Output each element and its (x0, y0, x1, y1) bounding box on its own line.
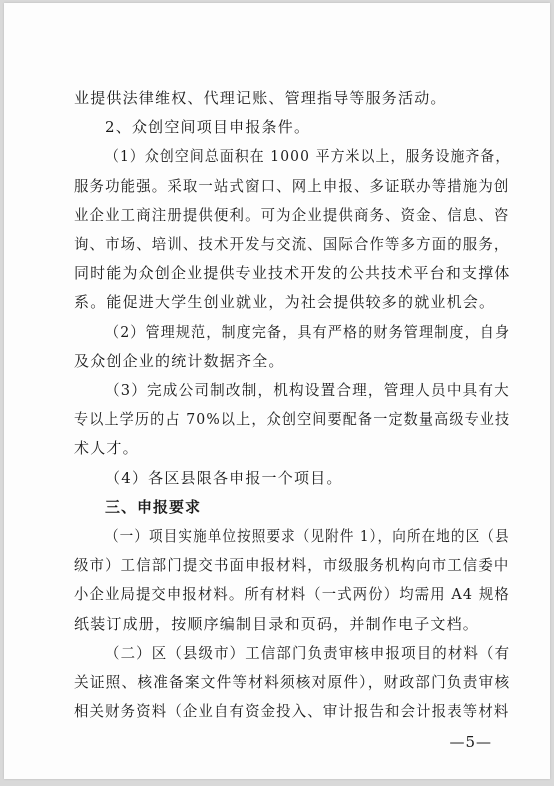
text-line: 及众创企业的统计数据齐全。 (74, 351, 285, 370)
section-heading: 三、申报要求 (105, 497, 202, 516)
text-line: 业提供法律维权、代理记账、管理指导等服务活动。 (74, 89, 447, 107)
text-line: （3）完成公司制改制，机构设置合理，管理人员中具有大 (105, 381, 510, 399)
text-line: 小企业局提交申报材料。所有材料（一式两份）均需用 A4 规格 (74, 585, 510, 604)
text-line: 术人才。 (74, 439, 139, 458)
text-line: 级市）工信部门提交书面申报材料，市级服务机构向市工信委中 (74, 556, 510, 575)
text-line: 服务功能强。采取一站式窗口、网上申报、多证联办等措施为创 (74, 176, 510, 195)
text-line: （一）项目实施单位按照要求（见附件 1），向所在地的区（县 (105, 527, 510, 545)
text-line: 2、众创空间项目申报条件。 (105, 118, 311, 137)
text-line: 专以上学历的占 70%以上，众创空间要配备一定数量高级专业技 (74, 410, 511, 429)
text-line: 询、市场、培训、技术开发与交流、国际合作等多方面的服务， (74, 235, 510, 253)
text-line: 关证照、核准备案文件等材料须核对原件），财政部门负责审核 (74, 673, 511, 691)
text-line: 业企业工商注册提供便利。可为企业提供商务、资金、信息、咨 (74, 205, 510, 224)
text-line: （2）管理规范，制度完备，具有严格的财务管理制度，自身 (105, 322, 511, 341)
text-line: 纸装订成册，按顺序编制目录和页码，并制作电子文档。 (74, 614, 480, 633)
text-line: 同时能为众创企业提供专业技术开发的公共技术平台和支撑体 (74, 264, 511, 283)
text-line: 系。能促进大学生创业就业，为社会提供较多的就业机会。 (74, 293, 496, 312)
text-line: （二）区（县级市）工信部门负责审核申报项目的材料（有 (105, 643, 511, 662)
text-line: （4）各区县限各申报一个项目。 (105, 468, 343, 487)
page-number: —5— (449, 733, 492, 752)
text-line: （1）众创空间总面积在 1000 平方米以上，服务设施齐备， (105, 147, 511, 166)
document-page (4, 3, 550, 779)
text-line: 相关财务资料（企业自有资金投入、审计报告和会计报表等材料 (74, 702, 510, 721)
